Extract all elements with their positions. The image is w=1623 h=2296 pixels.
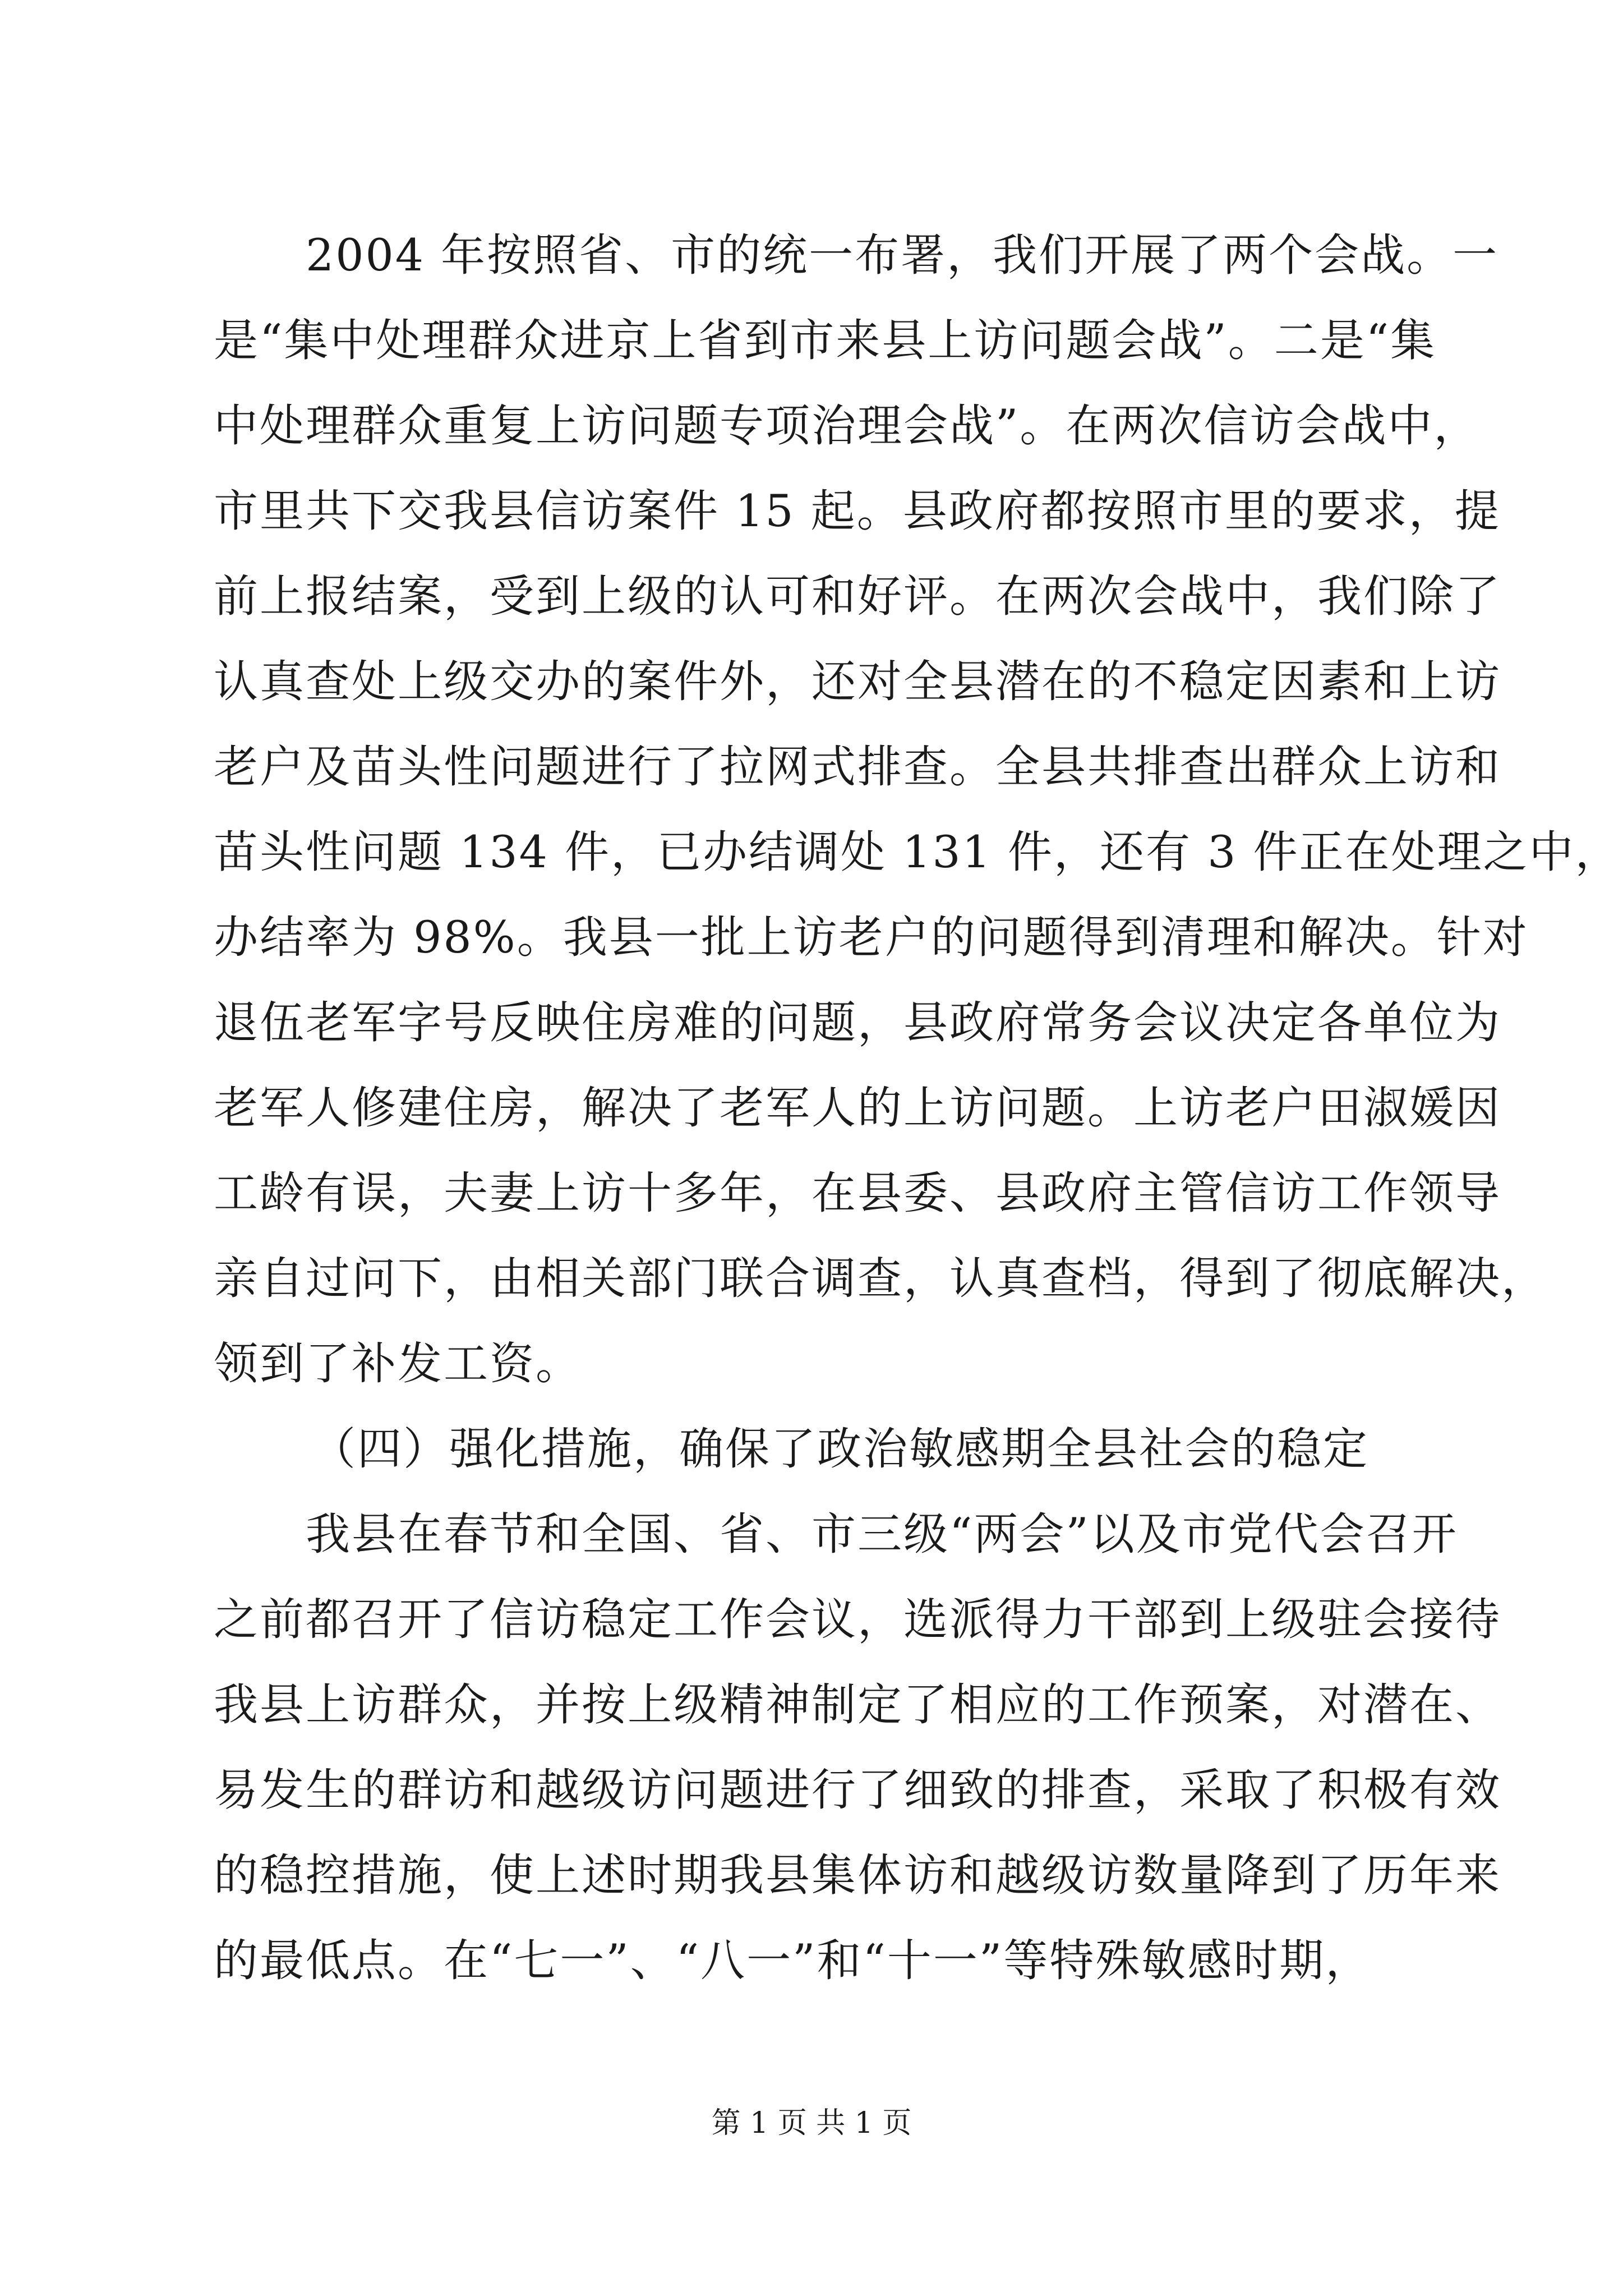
paragraph-line-2: 是“集中处理群众进京上省到市来县上访问题会战”。二是“集 — [214, 315, 1437, 366]
paragraph-line-10: 退伍老军字号反映住房难的问题，县政府常务会议决定各单位为 — [214, 997, 1501, 1048]
paragraph-line-20: 的最低点。在“七一”、“八一”和“十一”等特殊敏感时期， — [214, 1935, 1372, 1986]
section-heading: （四）强化措施，确保了政治敏感期全县社会的稳定 — [311, 1423, 1369, 1475]
paragraph-line-11: 老军人修建住房，解决了老军人的上访问题。上访老户田淑媛因 — [214, 1082, 1501, 1134]
paragraph-line-7: 老户及苗头性问题进行了拉网式排查。全县共排查出群众上访和 — [214, 741, 1501, 793]
paragraph-line-13: 亲自过问下，由相关部门联合调查，认真查档，得到了彻底解决， — [214, 1253, 1547, 1304]
paragraph-line-4: 市里共下交我县信访案件 15 起。县政府都按照市里的要求，提 — [214, 485, 1501, 537]
paragraph-line-16: 之前都召开了信访稳定工作会议，选派得力干部到上级驻会接待 — [214, 1594, 1501, 1645]
paragraph-line-9: 办结率为 98%。我县一批上访老户的问题得到清理和解决。针对 — [214, 912, 1529, 963]
paragraph-line-1: 2004 年按照省、市的统一布署，我们开展了两个会战。一 — [306, 229, 1499, 281]
page-footer: 第 1 页 共 1 页 — [711, 2106, 912, 2140]
paragraph-line-14: 领到了补发工资。 — [214, 1338, 582, 1389]
paragraph-line-19: 的稳控措施，使上述时期我县集体访和越级访数量降到了历年来 — [214, 1849, 1501, 1901]
paragraph-line-15: 我县在春节和全国、省、市三级“两会”以及市党代会召开 — [306, 1508, 1458, 1560]
paragraph-line-17: 我县上访群众，并按上级精神制定了相应的工作预案，对潜在、 — [214, 1679, 1501, 1731]
paragraph-line-18: 易发生的群访和越级访问题进行了细致的排查，采取了积极有效 — [214, 1764, 1501, 1816]
paragraph-line-3: 中处理群众重复上访问题专项治理会战”。在两次信访会战中， — [214, 400, 1480, 452]
paragraph-line-5: 前上报结案，受到上级的认可和好评。在两次会战中，我们除了 — [214, 570, 1501, 622]
paragraph-line-6: 认真查处上级交办的案件外，还对全县潜在的不稳定因素和上访 — [214, 656, 1501, 707]
paragraph-line-8: 苗头性问题 134 件，已办结调处 131 件，还有 3 件正在处理之中， — [214, 826, 1621, 878]
paragraph-line-12: 工龄有误，夫妻上访十多年，在县委、县政府主管信访工作领导 — [214, 1167, 1501, 1219]
